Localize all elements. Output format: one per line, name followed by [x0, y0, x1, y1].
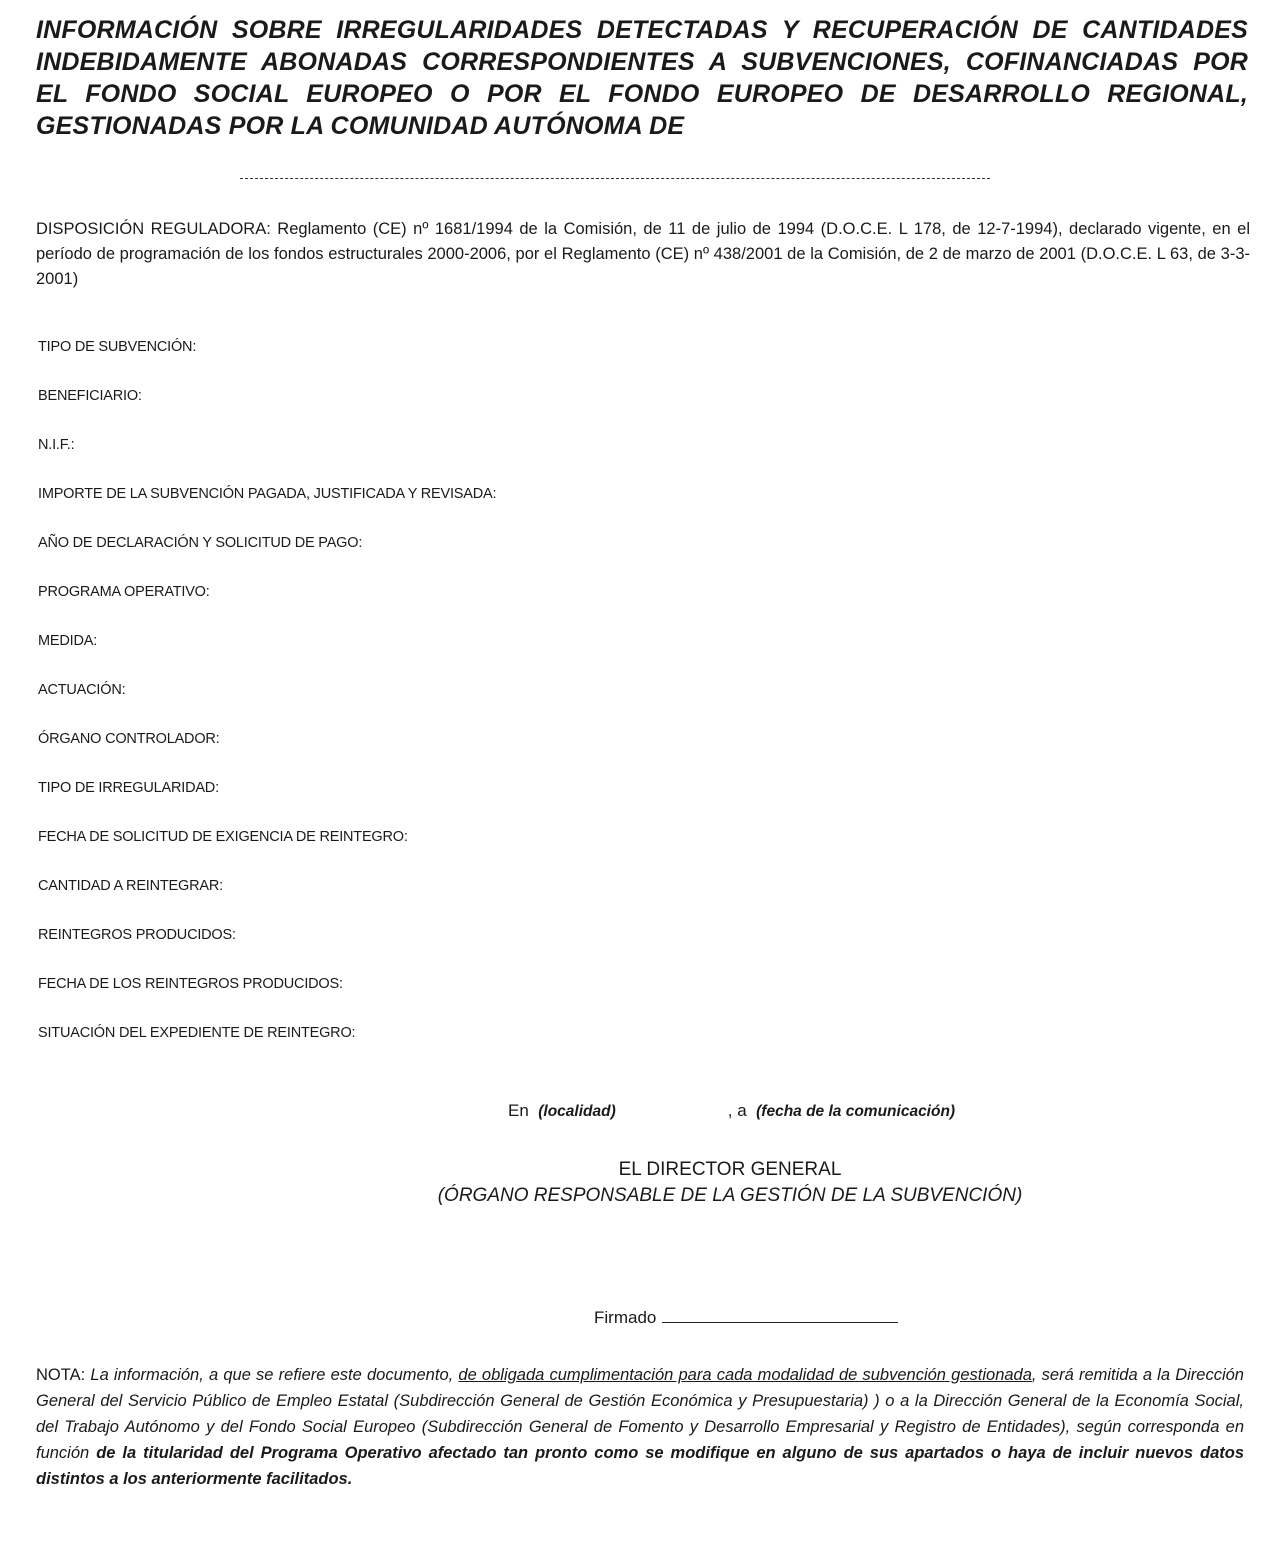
- field-tipo-subvencion: TIPO DE SUBVENCIÓN:: [38, 339, 197, 355]
- field-fecha-solicitud: FECHA DE SOLICITUD DE EXIGENCIA DE REINTEGRO:: [38, 829, 408, 845]
- form-fields-list: [38, 338, 938, 1073]
- note-part-1: La información, a que se refiere este documento,: [90, 1366, 454, 1384]
- field-medida: MEDIDA:: [38, 633, 98, 649]
- regulatory-disposition: DISPOSICIÓN REGULADORA: Reglamento (CE) nº 1681/1994 de la Comisión, de 11 de julio de 1994 (D.O.C.E. L 178, de 12-7-1994), declarado vigente, en el período de programación de los fondos estructurales 2000-2006, por el Reglamento (CE) nº 438/2001 de la Comisión, de 2 de marzo de 2001 (D.O.C.E. L 63, de 3-3-2001): [36, 220, 1250, 288]
- title-divider: [240, 178, 990, 179]
- document-title: [36, 14, 1248, 142]
- field-cantidad-reintegrar: CANTIDAD A REINTEGRAR:: [38, 878, 223, 894]
- footnote: [36, 1362, 1244, 1492]
- place-date-line: [508, 1100, 955, 1123]
- title-line-4: GESTIONADAS POR LA COMUNIDAD AUTÓNOMA DE: [36, 112, 685, 140]
- signature-line: [594, 1306, 898, 1329]
- place-localidad: (localidad): [538, 1103, 616, 1120]
- director-title: EL DIRECTOR GENERAL: [618, 1159, 842, 1180]
- note-label: NOTA:: [36, 1366, 86, 1384]
- signature-blank: [662, 1306, 898, 1323]
- field-reintegros-producidos: REINTEGROS PRODUCIDOS:: [38, 927, 236, 943]
- place-en: En: [508, 1101, 529, 1120]
- director-block: [380, 1157, 1080, 1209]
- field-ano-declaracion: AÑO DE DECLARACIÓN Y SOLICITUD DE PAGO:: [38, 535, 363, 551]
- place-a: , a: [727, 1101, 747, 1120]
- note-part-2: , será remitida a la Dirección General del Servicio Público de Empleo Estatal (Subdirección General de Gestión Económica y Presupuestaria) ) o a la Dirección General de la Economía Social, del Trabajo Autónomo y del Fondo Social Europeo (Subdirección General de Fomento y Desarrollo Empresarial y Registro de Entidades), según corresponda en función: [36, 1366, 1244, 1462]
- field-programa-operativo: PROGRAMA OPERATIVO:: [38, 584, 210, 600]
- field-nif: N.I.F.:: [38, 437, 75, 453]
- field-situacion-expediente: SITUACIÓN DEL EXPEDIENTE DE REINTEGRO:: [38, 1025, 356, 1041]
- director-role: (ÓRGANO RESPONSABLE DE LA GESTIÓN DE LA SUBVENCIÓN): [437, 1185, 1023, 1206]
- title-line-2: INDEBIDAMENTE ABONADAS CORRESPONDIENTES A SUBVENCIONES, COFINANCIADAS POR: [36, 48, 1248, 76]
- place-fecha: (fecha de la comunicación): [756, 1103, 956, 1120]
- title-line-3: EL FONDO SOCIAL EUROPEO O POR EL FONDO EUROPEO DE DESARROLLO REGIONAL,: [36, 80, 1248, 108]
- field-beneficiario: BENEFICIARIO:: [38, 388, 142, 404]
- signed-label: Firmado: [594, 1308, 657, 1327]
- title-line-1: INFORMACIÓN SOBRE IRREGULARIDADES DETECTADAS Y RECUPERACIÓN DE CANTIDADES: [36, 16, 1248, 44]
- note-part-3: de la titularidad del Programa Operativo afectado tan pronto como se modifique en alguno de sus apartados o haya de incluir nuevos datos distintos a los anteriormente facilitados.: [36, 1444, 1244, 1488]
- field-importe: IMPORTE DE LA SUBVENCIÓN PAGADA, JUSTIFICADA Y REVISADA:: [38, 486, 497, 502]
- field-organo-controlador: ÓRGANO CONTROLADOR:: [38, 731, 220, 747]
- field-tipo-irregularidad: TIPO DE IRREGULARIDAD:: [38, 780, 219, 796]
- field-actuacion: ACTUACIÓN:: [38, 682, 126, 698]
- field-fecha-reintegros: FECHA DE LOS REINTEGROS PRODUCIDOS:: [38, 976, 343, 992]
- note-underlined: de obligada cumplimentación para cada modalidad de subvención gestionada: [458, 1366, 1032, 1384]
